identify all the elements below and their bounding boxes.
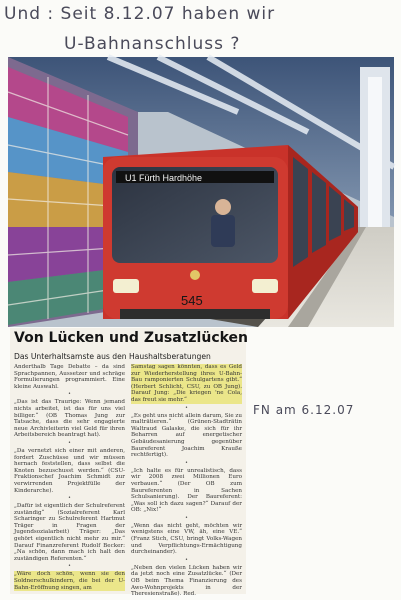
separator-dot: •: [68, 495, 71, 502]
article-column-right: [131, 364, 242, 598]
article-paragraph: Anderthalb Tage Debatte – da sind Sprachpannen, Aussetzer und schräge Formulierungen programmiert. Eine kleine Auswahl.: [14, 364, 125, 390]
article-paragraph: „Es geht uns nicht allein darum, Sie zu malträtieren.“ (Grünen-Stadträtin Waltraud Galaske, die sich für ihr Beharren auf energetischer Gebäudesanierung gegenüber Baureferent Joachim Krauße rechtfertigt).: [131, 412, 242, 459]
handwritten-note-line-2: U-Bahnanschluss ?: [64, 34, 241, 54]
highlighted-paragraph: Samstag sagen könnten, dass es Geld zur Wiederherstellung ihres U-Bahn-Bau ramponierten Schulgartens gibt.“ (Herbert Schlicht, CSU, zu OB Jung). Darauf Jung: „Die kriegen 'ne Cola, das freut sie mehr.“: [131, 364, 242, 403]
newspaper-clipping: [10, 328, 249, 598]
article-paragraph: „Da vernetzt sich einer mit anderen, fordert Zuschüsse und wir müssen hernach feststellen, dass selbst die Knoten bezuschusst werden.“ (CSU-Fraktionschef Joachim Schmidt zur verwirrenden Projektfülle der Kinderarche).: [14, 447, 125, 494]
handwritten-source-note: FN am 6.12.07: [253, 403, 355, 417]
train-number: 545: [181, 293, 203, 308]
highlighted-paragraph: „Wäre doch schön, wenn sie den Soldnerschulkindern, die bei der U-Bahn-Eröffnung singen, am: [14, 571, 125, 591]
separator-dot: •: [68, 439, 71, 446]
article-headline: Von Lücken und Zusatzlücken: [14, 330, 249, 346]
article-paragraph: „Das ist das Traurige: Wenn jemand nichts arbeitet, ist das für uns viel billiger.“ (OB Thomas Jung zur Tatsache, dass die sehr engagierte neue Archivleiterin viel Geld für ihren Arbeitsbereich beantragt hat).: [14, 399, 125, 439]
destination-sign: U1 Fürth Hardhöhe: [125, 173, 203, 183]
separator-dot: •: [68, 391, 71, 398]
separator-dot: •: [68, 563, 71, 570]
separator-dot: •: [185, 514, 188, 521]
article-paragraph: „Wenn das nicht geht, möchten wir wenigstens eine VW, äh, eine VE.“ (Franz Stich, CSU, bringt Volks-Wagen und Verpflichtungs-Ermächtigung durcheinander).: [131, 522, 242, 556]
subway-train-photo: [8, 57, 394, 327]
separator-dot: •: [185, 556, 188, 563]
article-paragraph: „Neben den vielen Lücken haben wir da jetzt noch eine Zusatzlücke.“ (Der OB beim Thema Finanzierung des Awo-Wohnprojekts in der Theresienstraße). Red.: [131, 564, 242, 598]
article-column-left: [14, 364, 125, 592]
article-subhead: Das Unterhaltsamste aus den Haushaltsberatungen: [14, 352, 211, 361]
handwritten-note-line-1: Und : Seit 8.12.07 haben wir: [4, 4, 276, 24]
article-paragraph: „Dafür ist eigentlich der Schulreferent zuständig“ (Sozialreferent Karl Scharinger zu Schulreferent Hartmut Träger in Fragen der Jugendsozialarbeit) Träger: „Das gehört eigentlich nicht mehr zu mir.“ Darauf Finanzreferent Rudolf Becker: „Na schön, dann mach ich halt den zuständigen Referenten.“: [14, 503, 125, 562]
separator-dot: •: [185, 404, 188, 411]
separator-dot: •: [185, 459, 188, 466]
article-paragraph: „Ich halte es für unrealistisch, dass wir 2008 zwei Millionen Euro verbauen.“ (Der OB zum Baureferenten in Sachen Schulsanierung). Der Baureferent: „Was soll ich dazu sagen?“ Darauf der OB: „Nix!“: [131, 467, 242, 514]
